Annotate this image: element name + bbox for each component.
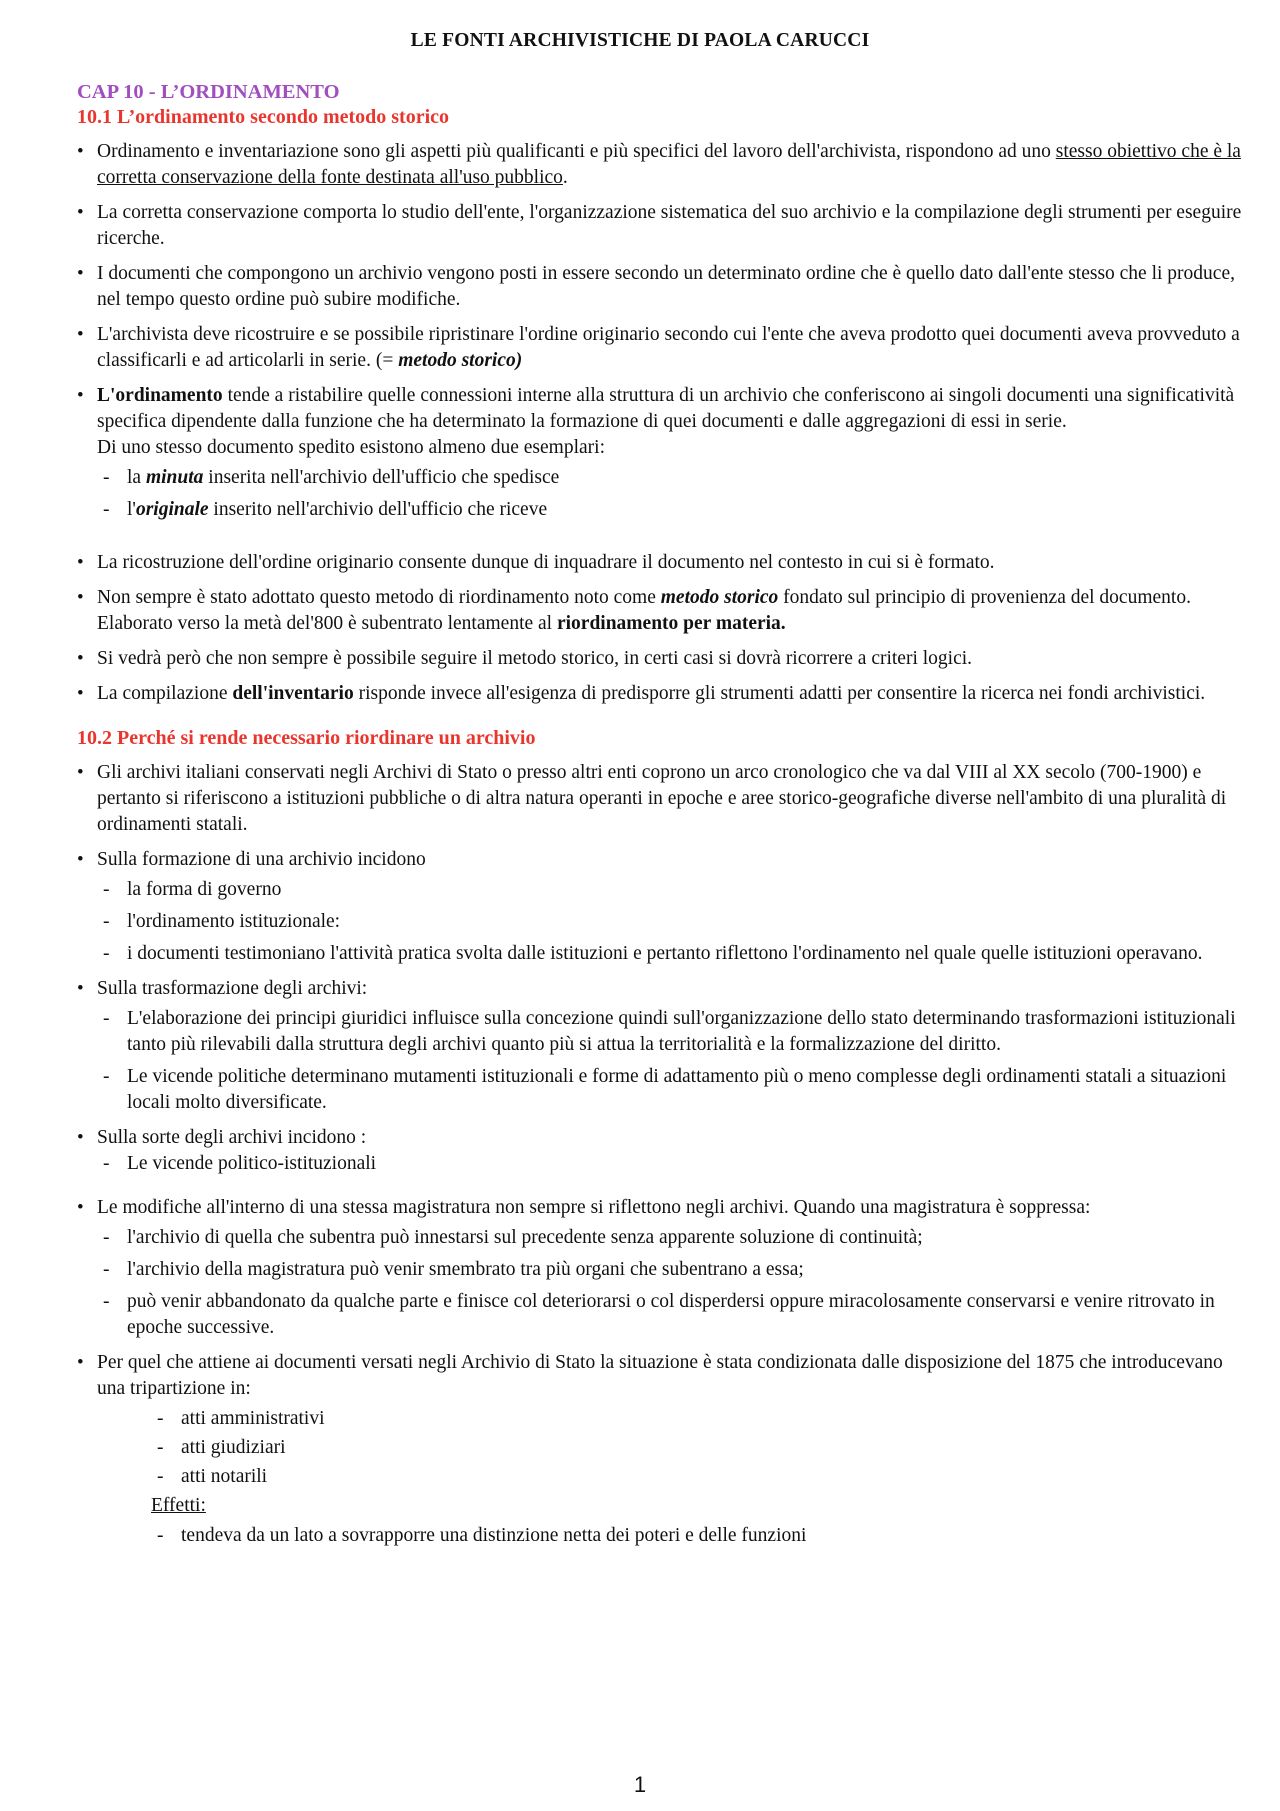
sub-list-item: - i documenti testimoniano l'attività pratica svolta dalle istituzioni e pertanto riflettono l'ordinamento nel quale quelle istituzioni operavano. xyxy=(97,941,1247,967)
sub-list-item: - atti amministrativi xyxy=(151,1406,1247,1432)
sub-list-item: - l'archivio di quella che subentra può innestarsi sul precedente senza apparente soluzione di continuità; xyxy=(97,1225,1247,1251)
chapter-heading: CAP 10 - L’ORDINAMENTO xyxy=(77,81,340,103)
emphasis-metodo-storico: metodo storico) xyxy=(398,350,523,371)
sub-list xyxy=(97,1406,1247,1490)
sub-list-item: - la minuta inserita nell'archivio dell'ufficio che spedisce xyxy=(97,465,1247,491)
list-item: • Si vedrà però che non sempre è possibile seguire il metodo storico, in certi casi si dovrà ricorrere a criteri logici. xyxy=(77,646,1247,672)
list-item: • L'ordinamento tende a ristabilire quelle connessioni interne alla struttura di un archivio che conferiscono ai singoli documenti una significatività specifica dipendente dalla funzione che ha determinato la formazione di quei documenti e dalle aggregazioni di essi in serie. Di uno stesso documento spedito esistono almeno due esemplari: - la minuta inserita nell'archivio dell'ufficio che spedisce - l'originale inserito nell'archivio dell'ufficio che riceve xyxy=(77,383,1247,523)
list-item: • Sulla trasformazione degli archivi: - L'elaborazione dei principi giuridici influisce sulla concezione quindi sull'organizzazione dello stato determinando trasformazioni istituzionali tanto più rilevabili dalla struttura degli archivi quanto più si attua la territorialità e la formalizzazione del diritto. - Le vicende politiche determinano mutamenti istituzionali e forme di adattamento più o meno complesse degli ordinamenti statali a situazioni locali molto diversificate. xyxy=(77,976,1247,1116)
sub-list-item: - l'archivio della magistratura può venir smembrato tra più organi che subentrano a essa; xyxy=(97,1257,1247,1283)
section-10-2-list-continued xyxy=(77,1195,1247,1549)
sub-list-item: - l'ordinamento istituzionale: xyxy=(97,909,1247,935)
section-heading-10-2: 10.2 Perché si rende necessario riordinare un archivio xyxy=(77,727,536,749)
document-title: LE FONTI ARCHIVISTICHE DI PAOLA CARUCCI xyxy=(410,30,870,51)
sub-list-item: - tendeva da un lato a sovrapporre una distinzione netta dei poteri e delle funzioni xyxy=(151,1523,1247,1549)
sub-list-item: - atti notarili xyxy=(151,1464,1247,1490)
term-metodo-storico: metodo storico xyxy=(660,587,779,608)
sub-list-item: - Le vicende politico-istituzionali xyxy=(97,1151,1247,1177)
sub-list xyxy=(97,1006,1247,1116)
sub-list-item: - Le vicende politiche determinano mutamenti istituzionali e forme di adattamento più o meno complesse degli ordinamenti statali a situazioni locali molto diversificate. xyxy=(97,1064,1247,1116)
sub-list-item: - la forma di governo xyxy=(97,877,1247,903)
list-item: • Le modifiche all'interno di una stessa magistratura non sempre si riflettono negli archivi. Quando una magistratura è soppressa: - l'archivio di quella che subentra può innestarsi sul precedente senza apparente soluzione di continuità; - l'archivio della magistratura può venir smembrato tra più organi che subentrano a essa; - può venir abbandonato da qualche parte e finisce col deteriorarsi o col disperdersi oppure miracolosamente conservarsi e venire ritrovato in epoche successive. xyxy=(77,1195,1247,1341)
section-heading-10-1: 10.1 L’ordinamento secondo metodo storico xyxy=(77,106,450,128)
list-item-line: Di uno stesso documento spedito esistono almeno due esemplari: xyxy=(97,437,605,458)
underlined-phrase: stesso obiettivo che è la corretta conservazione della fonte destinata all'uso pubblico xyxy=(97,141,1241,188)
list-item: • I documenti che compongono un archivio vengono posti in essere secondo un determinato ordine che è quello dato dall'ente stesso che li produce, nel tempo questo ordine può subire modifiche. xyxy=(77,261,1247,313)
sub-list xyxy=(97,465,1247,523)
list-item: • Non sempre è stato adottato questo metodo di riordinamento noto come metodo storico fondato sul principio di provenienza del documento. Elaborato verso la metà del'800 è subentrato lentamente al riordinamento per materia. xyxy=(77,585,1247,637)
list-item: • Sulla sorte degli archivi incidono : - Le vicende politico-istituzionali xyxy=(77,1125,1247,1177)
list-item: • Ordinamento e inventariazione sono gli aspetti più qualificanti e più specifici del lavoro dell'archivista, rispondono ad uno stesso obiettivo che è la corretta conservazione della fonte destinata all'uso pubblico. xyxy=(77,139,1247,191)
list-item: • La ricostruzione dell'ordine originario consente dunque di inquadrare il documento nel contesto in cui si è formato. xyxy=(77,550,1247,576)
list-item: • La compilazione dell'inventario risponde invece all'esigenza di predisporre gli strumenti adatti per consentire la ricerca nei fondi archivistici. xyxy=(77,681,1247,707)
list-item: • L'archivista deve ricostruire e se possibile ripristinare l'ordine originario secondo cui l'ente che aveva prodotto quei documenti aveva provveduto a classificarli e ad articolarli in serie. (= metodo storico) xyxy=(77,322,1247,374)
sub-list xyxy=(97,877,1247,967)
term-originale: originale xyxy=(135,499,209,520)
sub-list-item: - atti giudiziari xyxy=(151,1435,1247,1461)
list-item: • Per quel che attiene ai documenti versati negli Archivio di Stato la situazione è stata condizionata dalle disposizione del 1875 che introducevano una tripartizione in: - atti amministrativi - atti giudiziari - atti notarili Effetti: - tendeva da un lato a sovrapporre una distinzione netta dei poteri e delle funzioni xyxy=(77,1350,1247,1549)
section-10-1-list xyxy=(77,139,1247,523)
sub-list xyxy=(97,1225,1247,1341)
effetti-label: Effetti: xyxy=(151,1495,206,1516)
section-10-2-list xyxy=(77,760,1247,1177)
list-item: • Gli archivi italiani conservati negli Archivi di Stato o presso altri enti coprono un arco cronologico che va dal VIII al XX secolo (700-1900) e pertanto si riferiscono a istituzioni pubbliche o di altra natura operanti in epoche e aree storico-geografiche diverse nell'ambito di una pluralità di ordinamenti statali. xyxy=(77,760,1247,838)
sub-list-item: - può venir abbandonato da qualche parte e finisce col deteriorarsi o col disperdersi oppure miracolosamente conservarsi e venire ritrovato in epoche successive. xyxy=(97,1289,1247,1341)
sub-list-item: - l'originale inserito nell'archivio dell'ufficio che riceve xyxy=(97,497,1247,523)
document-body xyxy=(77,80,1247,1552)
sub-list xyxy=(97,1151,1247,1177)
sub-list-item: - L'elaborazione dei principi giuridici influisce sulla concezione quindi sull'organizzazione dello stato determinando trasformazioni istituzionali tanto più rilevabili dalla struttura degli archivi quanto più si attua la territorialità e la formalizzazione del diritto. xyxy=(97,1006,1247,1058)
sub-list xyxy=(97,1523,1247,1549)
page-number: 1 xyxy=(633,1772,647,1797)
section-10-1-list-continued xyxy=(77,550,1247,707)
list-item: • Sulla formazione di una archivio incidono - la forma di governo - l'ordinamento istituzionale: - i documenti testimoniano l'attività pratica svolta dalle istituzioni e pertanto riflettono l'ordinamento nel quale quelle istituzioni operavano. xyxy=(77,847,1247,967)
term-ordinamento: L'ordinamento xyxy=(97,385,223,406)
term-inventario: dell'inventario xyxy=(232,683,354,704)
term-riordinamento-per-materia: riordinamento per materia. xyxy=(556,613,786,634)
list-item: • La corretta conservazione comporta lo studio dell'ente, l'organizzazione sistematica del suo archivio e la compilazione degli strumenti per eseguire ricerche. xyxy=(77,200,1247,252)
term-minuta: minuta xyxy=(145,467,204,488)
